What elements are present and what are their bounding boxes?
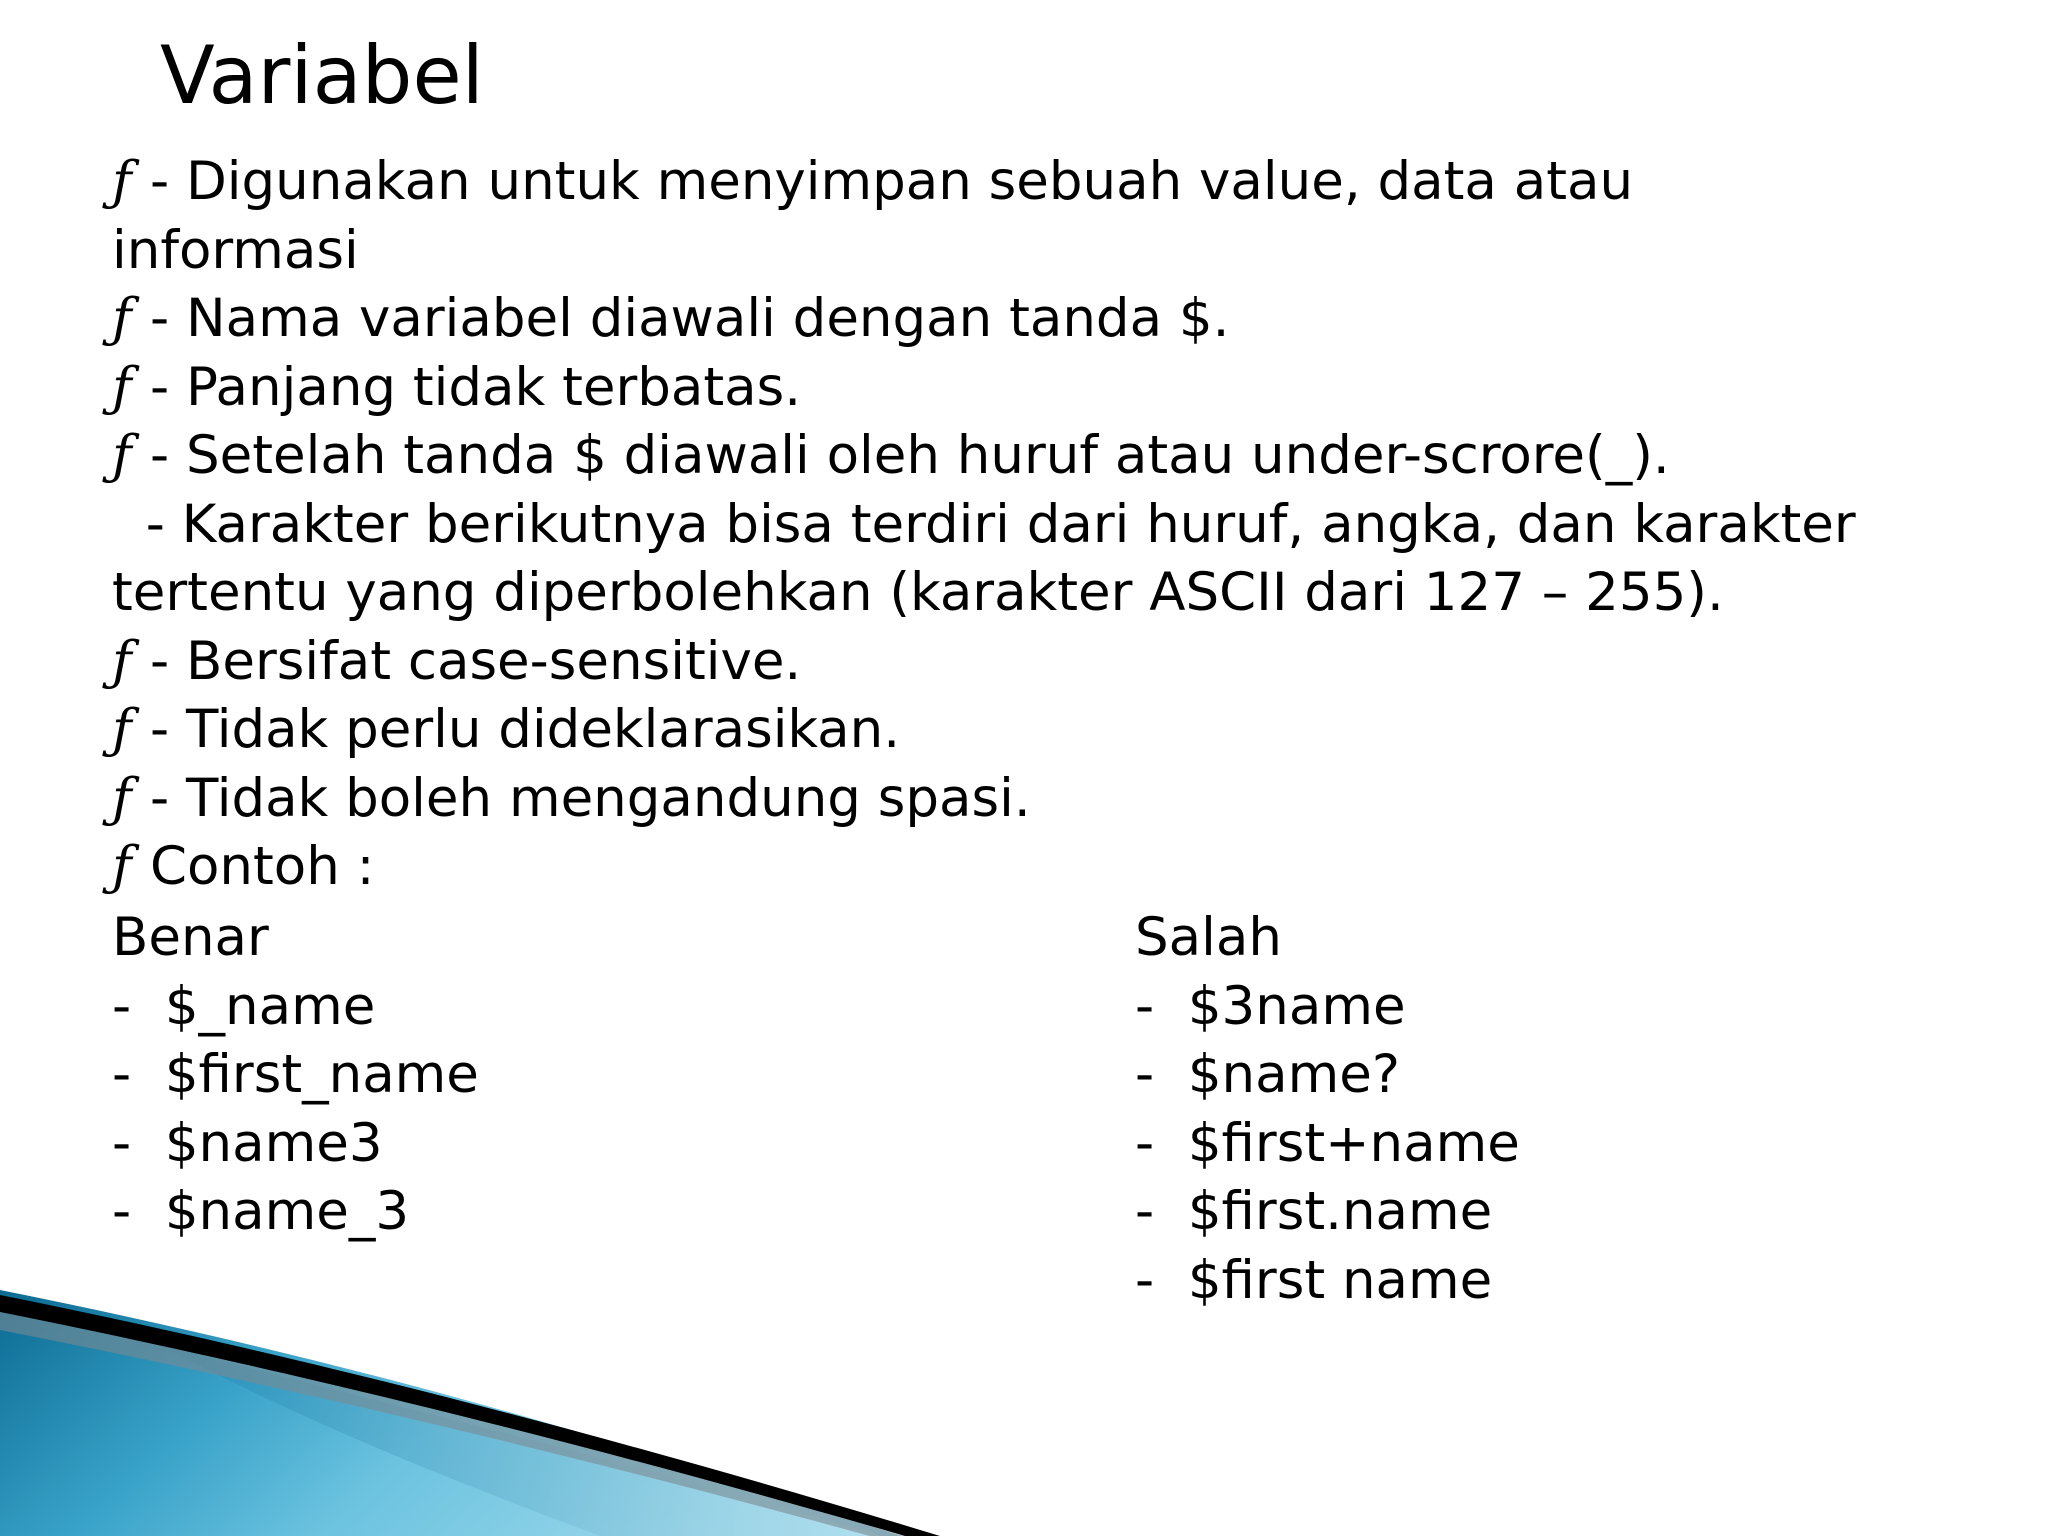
bullet-line bbox=[112, 833, 2012, 902]
bullet-text: - Tidak boleh mengandung spasi. bbox=[150, 767, 1031, 829]
bullet-line bbox=[112, 491, 2012, 560]
bullet-glyph: ƒ bbox=[112, 288, 132, 349]
examples-benar-column bbox=[112, 904, 479, 1247]
light-swoosh-shape bbox=[160, 1345, 880, 1536]
bullet-text: - Setelah tanda $ diawali oleh huruf atau under-scrore(_). bbox=[150, 425, 1670, 486]
bullet-glyph: ƒ bbox=[112, 767, 132, 829]
bullet-list bbox=[112, 148, 2012, 902]
bullet-glyph: ƒ bbox=[112, 425, 132, 486]
bullet-line bbox=[112, 765, 2012, 834]
black-stripe-shape bbox=[0, 1295, 940, 1536]
bullet-glyph: ƒ bbox=[112, 699, 132, 760]
blue-swoosh-shape bbox=[0, 1290, 900, 1536]
gray-stripe-shape bbox=[0, 1312, 905, 1536]
salah-example-item: - $3name bbox=[1135, 975, 1406, 1037]
benar-example-item: - $first_name bbox=[112, 1044, 479, 1105]
bullet-line bbox=[112, 559, 2012, 628]
bullet-line bbox=[112, 422, 2012, 491]
bullet-text: - Karakter berikutnya bisa terdiri dari huruf, angka, dan karakter bbox=[112, 493, 1856, 555]
bullet-text: informasi bbox=[112, 219, 359, 281]
bullet-line bbox=[112, 696, 2012, 765]
salah-example-item: - $first+name bbox=[1135, 1112, 1520, 1174]
bullet-glyph: ƒ bbox=[112, 356, 132, 418]
benar-example-item: - $_name bbox=[112, 975, 376, 1037]
slide-title: Variabel bbox=[160, 29, 484, 122]
bullet-text: - Nama variabel diawali dengan tanda $. bbox=[150, 288, 1230, 349]
bullet-line bbox=[112, 148, 2012, 217]
salah-example-item: - $name? bbox=[1135, 1044, 1400, 1105]
bullet-glyph: ƒ bbox=[112, 836, 132, 897]
bullet-line bbox=[112, 217, 2012, 286]
bullet-text: tertentu yang diperbolehkan (karakter ASCII dari 127 – 255). bbox=[112, 562, 1724, 623]
bullet-glyph: ƒ bbox=[112, 151, 132, 212]
bullet-text: - Digunakan untuk menyimpan sebuah value, data atau bbox=[150, 151, 1634, 212]
examples-salah-column bbox=[1135, 904, 1520, 1315]
salah-label: Salah bbox=[1135, 907, 1282, 968]
bullet-line bbox=[112, 354, 2012, 423]
benar-example-item: - $name_3 bbox=[112, 1181, 410, 1242]
bullet-text: - Bersifat case-sensitive. bbox=[150, 630, 802, 692]
bullet-text: - Tidak perlu dideklarasikan. bbox=[150, 699, 901, 760]
bullet-text: - Panjang tidak terbatas. bbox=[150, 356, 802, 418]
benar-example-item: - $name3 bbox=[112, 1112, 383, 1174]
bullet-text: Contoh : bbox=[150, 836, 375, 897]
bullet-line bbox=[112, 628, 2012, 697]
benar-label: Benar bbox=[112, 907, 269, 968]
bullet-glyph: ƒ bbox=[112, 630, 132, 692]
bullet-line bbox=[112, 285, 2012, 354]
salah-example-item: - $first name bbox=[1135, 1249, 1493, 1311]
salah-example-item: - $first.name bbox=[1135, 1181, 1493, 1242]
